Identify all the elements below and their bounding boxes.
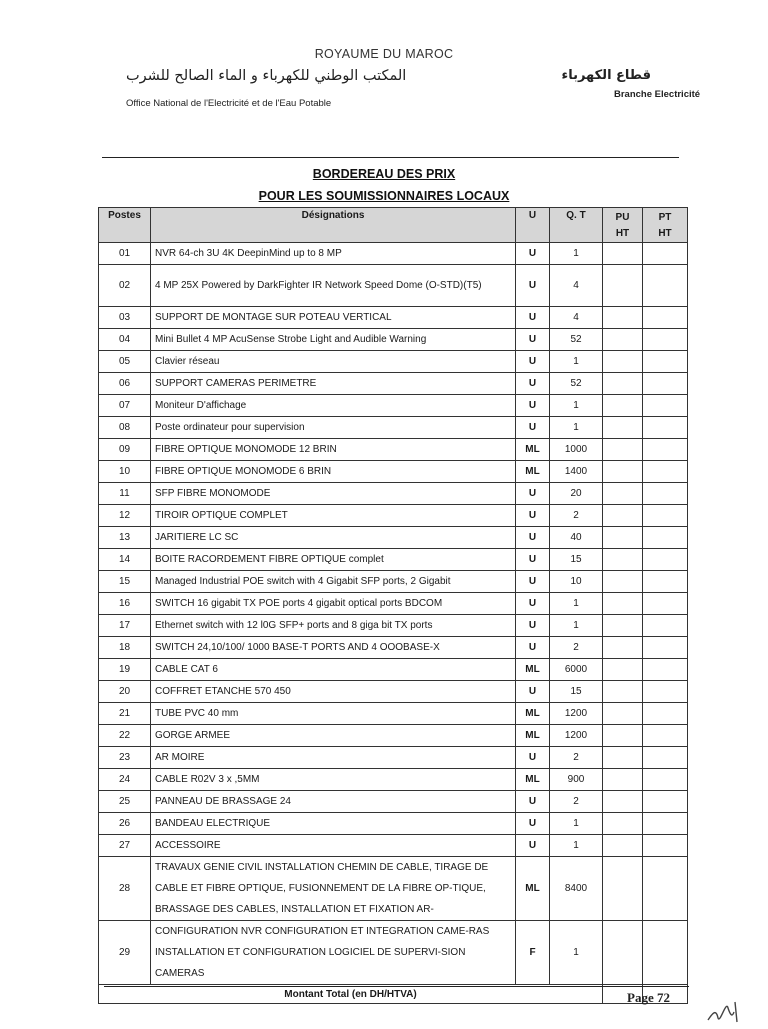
table-row bbox=[99, 417, 688, 439]
document-title: BORDEREAU DES PRIX bbox=[312, 167, 456, 181]
quantity: 2 bbox=[550, 747, 603, 769]
total-price-cell bbox=[643, 527, 688, 549]
total-price-cell bbox=[643, 659, 688, 681]
total-price-cell bbox=[643, 637, 688, 659]
table-row bbox=[99, 483, 688, 505]
unit-price-cell bbox=[603, 857, 643, 921]
total-price-cell bbox=[643, 439, 688, 461]
total-price-cell bbox=[643, 921, 688, 985]
poste-number: 27 bbox=[99, 835, 151, 857]
unit: U bbox=[516, 329, 550, 351]
designation: TRAVAUX GENIE CIVIL INSTALLATION CHEMIN DE CABLE, TIRAGE DE CABLE ET FIBRE OPTIQUE, FUSIONNEMENT DE LA FIBRE OP-TIQUE, BRASSAGE DES CABLES, INSTALLATION ET FIXATION AR- bbox=[151, 857, 516, 921]
designation: TIROIR OPTIQUE COMPLET bbox=[151, 505, 516, 527]
table-row bbox=[99, 703, 688, 725]
unit: U bbox=[516, 593, 550, 615]
total-price-cell bbox=[643, 549, 688, 571]
total-price-cell bbox=[643, 857, 688, 921]
poste-number: 06 bbox=[99, 373, 151, 395]
total-price-cell bbox=[643, 373, 688, 395]
total-price-cell bbox=[643, 747, 688, 769]
designation: Moniteur D'affichage bbox=[151, 395, 516, 417]
quantity: 1 bbox=[550, 813, 603, 835]
quantity: 10 bbox=[550, 571, 603, 593]
price-table bbox=[98, 207, 688, 1004]
total-price-cell bbox=[643, 329, 688, 351]
unit-price-cell bbox=[603, 813, 643, 835]
document-subtitle: POUR LES SOUMISSIONNAIRES LOCAUX bbox=[258, 189, 510, 203]
table-row bbox=[99, 769, 688, 791]
poste-number: 08 bbox=[99, 417, 151, 439]
total-price-cell bbox=[643, 593, 688, 615]
unit: ML bbox=[516, 725, 550, 747]
total-price-cell bbox=[643, 769, 688, 791]
total-price-cell bbox=[643, 813, 688, 835]
unit-price-cell bbox=[603, 265, 643, 307]
unit: ML bbox=[516, 769, 550, 791]
total-row bbox=[99, 985, 688, 1004]
designation: JARITIERE LC SC bbox=[151, 527, 516, 549]
designation: GORGE ARMEE bbox=[151, 725, 516, 747]
total-price-cell bbox=[643, 681, 688, 703]
poste-number: 11 bbox=[99, 483, 151, 505]
poste-number: 23 bbox=[99, 747, 151, 769]
header-unit-price-line1: PU bbox=[615, 212, 630, 223]
designation: SWITCH 16 gigabit TX POE ports 4 gigabit optical ports BDCOM bbox=[151, 593, 516, 615]
quantity: 900 bbox=[550, 769, 603, 791]
unit: U bbox=[516, 835, 550, 857]
table-row bbox=[99, 527, 688, 549]
designation: FIBRE OPTIQUE MONOMODE 6 BRIN bbox=[151, 461, 516, 483]
unit: U bbox=[516, 373, 550, 395]
branch-name-french: Branche Electricité bbox=[614, 89, 701, 100]
unit: ML bbox=[516, 659, 550, 681]
total-price-cell bbox=[643, 395, 688, 417]
unit: U bbox=[516, 527, 550, 549]
table-row bbox=[99, 791, 688, 813]
unit-price-cell bbox=[603, 725, 643, 747]
header-unit-price bbox=[603, 208, 643, 243]
quantity: 1 bbox=[550, 835, 603, 857]
unit-price-cell bbox=[603, 417, 643, 439]
unit-price-cell bbox=[603, 637, 643, 659]
table-row bbox=[99, 637, 688, 659]
unit: U bbox=[516, 265, 550, 307]
unit: U bbox=[516, 615, 550, 637]
quantity: 15 bbox=[550, 549, 603, 571]
designation: SFP FIBRE MONOMODE bbox=[151, 483, 516, 505]
page-number: Page 72 bbox=[627, 990, 670, 1005]
unit: U bbox=[516, 243, 550, 265]
quantity: 1000 bbox=[550, 439, 603, 461]
designation: NVR 64-ch 3U 4K DeepinMind up to 8 MP bbox=[151, 243, 516, 265]
total-price-cell bbox=[643, 265, 688, 307]
header-quantity: Q. T bbox=[550, 208, 603, 243]
unit: U bbox=[516, 681, 550, 703]
quantity: 1 bbox=[550, 921, 603, 985]
poste-number: 01 bbox=[99, 243, 151, 265]
header-postes: Postes bbox=[99, 208, 151, 243]
quantity: 4 bbox=[550, 265, 603, 307]
poste-number: 02 bbox=[99, 265, 151, 307]
table-row bbox=[99, 921, 688, 985]
quantity: 1 bbox=[550, 351, 603, 373]
poste-number: 18 bbox=[99, 637, 151, 659]
designation: ACCESSOIRE bbox=[151, 835, 516, 857]
table-row bbox=[99, 505, 688, 527]
unit: ML bbox=[516, 703, 550, 725]
unit-price-cell bbox=[603, 307, 643, 329]
table-row bbox=[99, 659, 688, 681]
table-row bbox=[99, 329, 688, 351]
unit-price-cell bbox=[603, 571, 643, 593]
table-row bbox=[99, 461, 688, 483]
org-name-french: Office National de l'Electricité et de l'Eau Potable bbox=[126, 98, 332, 109]
unit: U bbox=[516, 571, 550, 593]
total-price-cell bbox=[643, 703, 688, 725]
unit-price-cell bbox=[603, 921, 643, 985]
designation: CABLE CAT 6 bbox=[151, 659, 516, 681]
unit-price-cell bbox=[603, 549, 643, 571]
unit-price-cell bbox=[603, 769, 643, 791]
quantity: 1 bbox=[550, 417, 603, 439]
designation: BANDEAU ELECTRIQUE bbox=[151, 813, 516, 835]
header-total-price-line1: PT bbox=[658, 212, 672, 223]
unit: ML bbox=[516, 461, 550, 483]
unit: U bbox=[516, 351, 550, 373]
designation: SUPPORT CAMERAS PERIMETRE bbox=[151, 373, 516, 395]
total-price-cell bbox=[643, 835, 688, 857]
unit: U bbox=[516, 307, 550, 329]
table-row bbox=[99, 615, 688, 637]
table-row bbox=[99, 243, 688, 265]
unit: ML bbox=[516, 857, 550, 921]
designation: CABLE R02V 3 x ,5MM bbox=[151, 769, 516, 791]
table-row bbox=[99, 373, 688, 395]
header-unit-price-line2: HT bbox=[615, 228, 630, 239]
poste-number: 17 bbox=[99, 615, 151, 637]
unit-price-cell bbox=[603, 527, 643, 549]
quantity: 1 bbox=[550, 593, 603, 615]
header-designations: Désignations bbox=[151, 208, 516, 243]
poste-number: 16 bbox=[99, 593, 151, 615]
designation: Managed Industrial POE switch with 4 Gigabit SFP ports, 2 Gigabit bbox=[151, 571, 516, 593]
designation: Mini Bullet 4 MP AcuSense Strobe Light and Audible Warning bbox=[151, 329, 516, 351]
footer-divider bbox=[104, 986, 689, 987]
poste-number: 04 bbox=[99, 329, 151, 351]
quantity: 8400 bbox=[550, 857, 603, 921]
unit-price-cell bbox=[603, 593, 643, 615]
header-total-price-line2: HT bbox=[658, 228, 672, 239]
poste-number: 10 bbox=[99, 461, 151, 483]
poste-number: 24 bbox=[99, 769, 151, 791]
table-row bbox=[99, 549, 688, 571]
table-row bbox=[99, 439, 688, 461]
table-row bbox=[99, 747, 688, 769]
quantity: 6000 bbox=[550, 659, 603, 681]
total-price-cell bbox=[643, 307, 688, 329]
total-price-cell bbox=[643, 791, 688, 813]
unit-price-cell bbox=[603, 505, 643, 527]
unit: U bbox=[516, 505, 550, 527]
poste-number: 15 bbox=[99, 571, 151, 593]
poste-number: 22 bbox=[99, 725, 151, 747]
unit: U bbox=[516, 791, 550, 813]
unit: U bbox=[516, 483, 550, 505]
table-row bbox=[99, 813, 688, 835]
table-row bbox=[99, 395, 688, 417]
table-row bbox=[99, 857, 688, 921]
unit-price-cell bbox=[603, 483, 643, 505]
quantity: 1 bbox=[550, 243, 603, 265]
designation: PANNEAU DE BRASSAGE 24 bbox=[151, 791, 516, 813]
table-row bbox=[99, 351, 688, 373]
designation: COFFRET ETANCHE 570 450 bbox=[151, 681, 516, 703]
quantity: 1 bbox=[550, 395, 603, 417]
unit: F bbox=[516, 921, 550, 985]
table-row bbox=[99, 835, 688, 857]
quantity: 4 bbox=[550, 307, 603, 329]
quantity: 52 bbox=[550, 329, 603, 351]
quantity: 2 bbox=[550, 505, 603, 527]
table-row bbox=[99, 307, 688, 329]
header-divider bbox=[102, 157, 679, 158]
unit: U bbox=[516, 549, 550, 571]
poste-number: 12 bbox=[99, 505, 151, 527]
poste-number: 28 bbox=[99, 857, 151, 921]
quantity: 40 bbox=[550, 527, 603, 549]
poste-number: 14 bbox=[99, 549, 151, 571]
quantity: 1 bbox=[550, 615, 603, 637]
unit: ML bbox=[516, 439, 550, 461]
designation: TUBE PVC 40 mm bbox=[151, 703, 516, 725]
poste-number: 25 bbox=[99, 791, 151, 813]
header-unit: U bbox=[516, 208, 550, 243]
unit: U bbox=[516, 417, 550, 439]
unit-price-cell bbox=[603, 461, 643, 483]
quantity: 2 bbox=[550, 791, 603, 813]
quantity: 1200 bbox=[550, 703, 603, 725]
poste-number: 29 bbox=[99, 921, 151, 985]
poste-number: 07 bbox=[99, 395, 151, 417]
designation: Ethernet switch with 12 l0G SFP+ ports and 8 giga bit TX ports bbox=[151, 615, 516, 637]
table-row bbox=[99, 725, 688, 747]
org-name-arabic: المكتب الوطني للكهرباء و الماء الصالح للشرب bbox=[126, 68, 407, 84]
quantity: 1200 bbox=[550, 725, 603, 747]
total-price-cell bbox=[643, 483, 688, 505]
unit-price-cell bbox=[603, 439, 643, 461]
unit: U bbox=[516, 747, 550, 769]
designation: AR MOIRE bbox=[151, 747, 516, 769]
total-price-cell bbox=[643, 417, 688, 439]
unit-price-cell bbox=[603, 243, 643, 265]
unit-price-cell bbox=[603, 835, 643, 857]
total-price-cell bbox=[643, 505, 688, 527]
unit-price-cell bbox=[603, 791, 643, 813]
unit: U bbox=[516, 637, 550, 659]
unit: U bbox=[516, 395, 550, 417]
table-row bbox=[99, 681, 688, 703]
unit-price-cell bbox=[603, 747, 643, 769]
designation: Clavier réseau bbox=[151, 351, 516, 373]
poste-number: 21 bbox=[99, 703, 151, 725]
quantity: 20 bbox=[550, 483, 603, 505]
total-price-cell bbox=[643, 461, 688, 483]
poste-number: 13 bbox=[99, 527, 151, 549]
total-price-cell bbox=[643, 571, 688, 593]
poste-number: 03 bbox=[99, 307, 151, 329]
unit-price-cell bbox=[603, 395, 643, 417]
poste-number: 26 bbox=[99, 813, 151, 835]
country-heading: ROYAUME DU MAROC bbox=[314, 47, 454, 61]
unit-price-cell bbox=[603, 373, 643, 395]
designation: FIBRE OPTIQUE MONOMODE 12 BRIN bbox=[151, 439, 516, 461]
total-price-cell bbox=[643, 243, 688, 265]
poste-number: 09 bbox=[99, 439, 151, 461]
unit-price-cell bbox=[603, 329, 643, 351]
branch-name-arabic: قطاع الكهرباء bbox=[561, 68, 651, 83]
designation: CONFIGURATION NVR CONFIGURATION ET INTEGRATION CAME-RAS INSTALLATION ET CONFIGURATION LOGICIEL DE SUPERVI-SION CAMERAS bbox=[151, 921, 516, 985]
table-header-row bbox=[99, 208, 688, 243]
header-total-price bbox=[643, 208, 688, 243]
poste-number: 05 bbox=[99, 351, 151, 373]
designation: 4 MP 25X Powered by DarkFighter IR Network Speed Dome (O-STD)(T5) bbox=[151, 265, 516, 307]
quantity: 2 bbox=[550, 637, 603, 659]
quantity: 1400 bbox=[550, 461, 603, 483]
unit: U bbox=[516, 813, 550, 835]
quantity: 52 bbox=[550, 373, 603, 395]
unit-price-cell bbox=[603, 351, 643, 373]
quantity: 15 bbox=[550, 681, 603, 703]
price-table-body bbox=[99, 243, 688, 985]
total-price-cell bbox=[643, 351, 688, 373]
table-row bbox=[99, 571, 688, 593]
unit-price-cell bbox=[603, 681, 643, 703]
total-price-cell bbox=[643, 725, 688, 747]
table-row bbox=[99, 265, 688, 307]
designation: BOITE RACORDEMENT FIBRE OPTIQUE complet bbox=[151, 549, 516, 571]
unit-price-cell bbox=[603, 615, 643, 637]
total-price-cell bbox=[643, 615, 688, 637]
poste-number: 20 bbox=[99, 681, 151, 703]
table-row bbox=[99, 593, 688, 615]
designation: Poste ordinateur pour supervision bbox=[151, 417, 516, 439]
total-label: Montant Total (en DH/HTVA) bbox=[99, 985, 603, 1004]
unit-price-cell bbox=[603, 703, 643, 725]
designation: SWITCH 24,10/100/ 1000 BASE-T PORTS AND 4 OOOBASE-X bbox=[151, 637, 516, 659]
unit-price-cell bbox=[603, 659, 643, 681]
poste-number: 19 bbox=[99, 659, 151, 681]
designation: SUPPORT DE MONTAGE SUR POTEAU VERTICAL bbox=[151, 307, 516, 329]
